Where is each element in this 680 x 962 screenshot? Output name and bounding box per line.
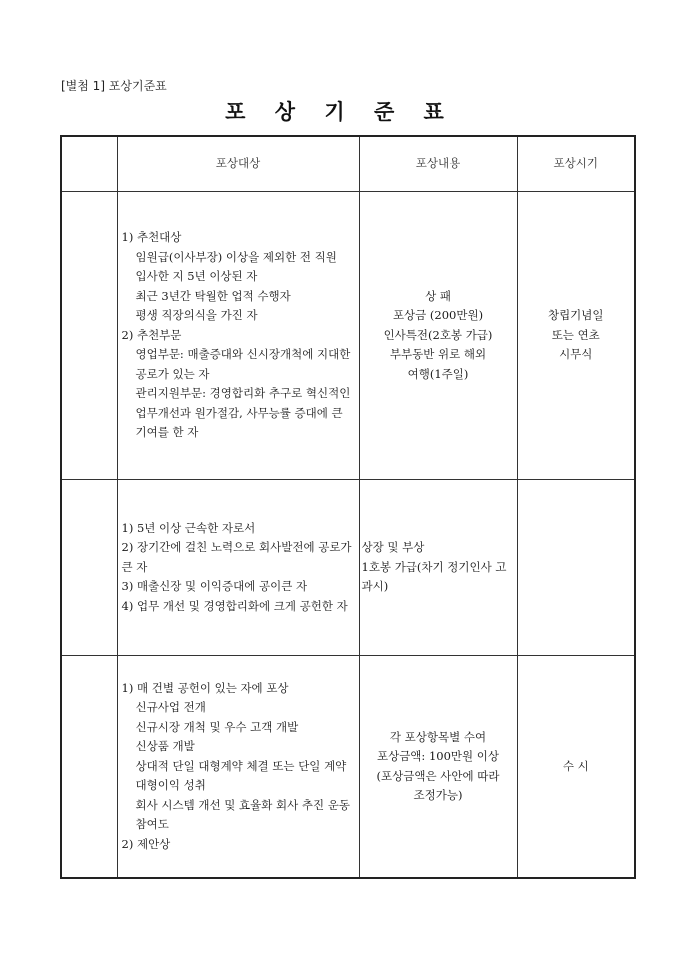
target-line: 최근 3년간 탁월한 업적 수행자 [135,288,291,303]
content-line: 인사특전(2호봉 가급) [383,327,493,342]
table-header-row [61,136,635,192]
row-label-cell [61,192,117,480]
timing-line: 시무식 [559,347,593,362]
target-line: 신규시장 개척 및 우수 고객 개발 [135,719,299,734]
target-line: 상대적 단일 대형계약 체결 또는 단일 계약 대형이익 성취 [135,758,347,793]
header-timing: 포상시기 [517,136,635,192]
table-row [61,656,635,879]
target-line: 1) 매 건별 공헌이 있는 자에 포상 [121,680,289,695]
content-line: 각 포상항목별 수여 [389,729,487,744]
content-line: 포상금 (200만원) [392,308,484,323]
target-cell [117,656,359,879]
header-target: 포상대상 [117,136,359,192]
table-row [61,192,635,480]
content-line: 부부동반 위로 해외 [389,347,487,362]
target-line: 관리지원부문: 경영합리화 추구로 혁신적인 업무개선과 원가절감, 사무능률 증대에 큰 기여를 한 자 [135,386,351,440]
target-line: 신규사업 전개 [135,700,206,715]
timing-cell [517,656,635,879]
target-line: 2) 제안상 [121,836,171,851]
content-cell [359,656,517,879]
timing-line: 수 시 [562,758,589,773]
target-line: 신상품 개발 [135,739,195,754]
content-cell [359,192,517,480]
content-line: 여행(1주일) [407,366,469,381]
timing-line: 또는 연초 [551,327,600,342]
target-line: 임원급(이사부장) 이상을 제외한 전 직원 [135,249,337,264]
content-line: 상 패 [425,288,451,303]
content-line: 상장 및 부상 [361,540,425,555]
attachment-label: [별첨 1] 포상기준표 [61,79,167,93]
target-line: 영업부문: 매출증대와 신시장개척에 지대한 공로가 있는 자 [135,347,351,381]
table-row [61,480,635,656]
target-line: 2) 추천부문 [121,327,182,342]
header-content: 포상내용 [359,136,517,192]
header-blank [61,136,117,192]
timing-cell [517,480,635,656]
target-line: 회사 시스템 개선 및 효율화 회사 추진 운동 참여도 [135,797,350,832]
target-cell [117,192,359,480]
row-label-cell [61,656,117,879]
timing-line: 창립기념일 [547,308,604,323]
target-line: 3) 매출신장 및 이익증대에 공이큰 자 [121,579,308,594]
content-line: 1호봉 가급(차기 정기인사 고과시) [361,559,507,594]
target-line: 1) 5년 이상 근속한 자로서 [121,520,256,535]
target-line: 입사한 지 5년 이상된 자 [135,269,258,284]
content-line: 조정가능) [413,788,463,802]
content-line: 포상금액: 100만원 이상 [376,749,499,763]
row-label-cell [61,480,117,656]
target-line: 2) 장기간에 걸친 노력으로 회사발전에 공로가 큰 자 [121,540,352,574]
target-cell [117,480,359,656]
target-line: 4) 업무 개선 및 경영합리화에 크게 공헌한 자 [121,598,348,613]
award-criteria-table [60,135,636,879]
content-line: (포상금액은 사안에 따라 [376,768,500,783]
target-line: 1) 추천대상 [121,230,182,245]
timing-cell [517,192,635,480]
page-title: 포 상 기 준 표 [225,100,455,124]
target-line: 평생 직장의식을 가진 자 [135,308,258,323]
content-cell [359,480,517,656]
